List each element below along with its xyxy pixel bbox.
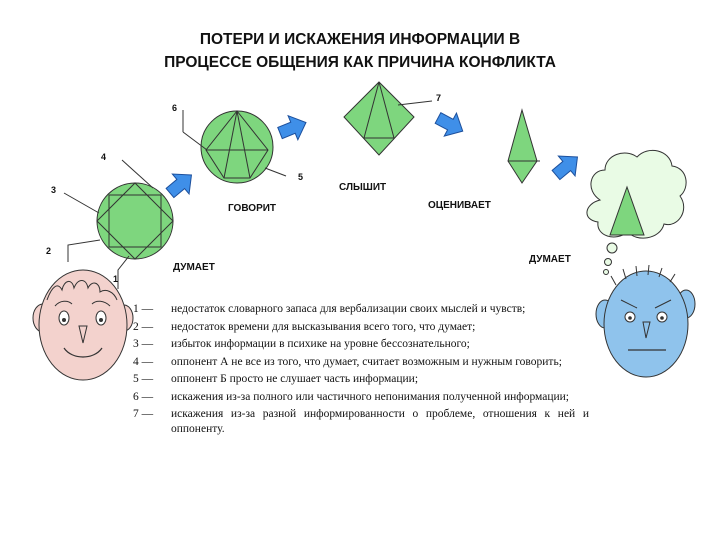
label-thinks-right: ДУМАЕТ	[529, 254, 571, 265]
title-line-2: ПРОЦЕССЕ ОБЩЕНИЯ КАК ПРИЧИНА КОНФЛИКТА	[164, 54, 556, 71]
callout-5: 5	[298, 172, 304, 182]
legend-item	[133, 355, 589, 370]
callout-2: 2	[46, 246, 52, 256]
legend-item	[133, 407, 589, 436]
legend-item-number: 7 —	[133, 408, 154, 420]
legend-item	[133, 390, 589, 405]
stage-thinks-circle	[97, 183, 173, 259]
callout-7: 7	[436, 93, 442, 103]
legend-item-number: 3 —	[133, 338, 154, 350]
title-line-1: ПОТЕРИ И ИСКАЖЕНИЯ ИНФОРМАЦИИ В	[199, 31, 521, 48]
callout-4: 4	[101, 152, 107, 162]
legend-item-text: оппонент А не все из того, что думает, считает возможным и нужным говорить;	[171, 355, 562, 368]
legend-item	[133, 337, 589, 352]
stage-hears-diamond	[344, 82, 414, 155]
label-thinks-left: ДУМАЕТ	[173, 262, 215, 273]
legend-item	[133, 320, 589, 335]
legend-item	[133, 372, 589, 387]
legend-item-text: искажения из-за полного или частичного непонимания полученной информации;	[171, 390, 569, 403]
label-hears: СЛЫШИТ	[339, 182, 387, 193]
legend-item	[133, 302, 589, 317]
legend-item-text: избыток информации в психике на уровне бессознательного;	[171, 338, 470, 350]
arrow-1	[162, 165, 200, 203]
legend-item-text: оппонент Б просто не слушает часть информации;	[171, 373, 419, 385]
legend-item-text: недостаток словарного запаса для вербализации своих мыслей и чувств;	[171, 303, 526, 315]
legend-list	[133, 302, 589, 439]
right-face-avatar	[596, 265, 695, 377]
arrow-3	[432, 107, 469, 143]
callout-3: 3	[51, 185, 57, 195]
legend-item-number: 5 —	[133, 373, 154, 385]
legend-item-text: искажения из-за разной информированности о проблеме, отношения к ней и оппоненту.	[171, 408, 589, 435]
legend-item-number: 4 —	[133, 355, 154, 368]
thought-cloud	[587, 150, 686, 274]
legend-item-number: 2 —	[133, 320, 154, 333]
label-says: ГОВОРИТ	[228, 203, 277, 214]
callout-6: 6	[172, 103, 178, 113]
stage-says-circle	[201, 111, 273, 183]
legend-item-number: 6 —	[133, 390, 154, 403]
stage-evaluates-kite	[508, 110, 540, 183]
legend-item-number: 1 —	[133, 303, 154, 315]
arrow-4	[548, 147, 586, 185]
arrow-2	[275, 110, 311, 145]
legend-item-text: недостаток времени для высказывания всего того, что думает;	[171, 320, 476, 333]
callout-1: 1	[113, 274, 119, 284]
label-evaluates: ОЦЕНИВАЕТ	[428, 200, 491, 211]
